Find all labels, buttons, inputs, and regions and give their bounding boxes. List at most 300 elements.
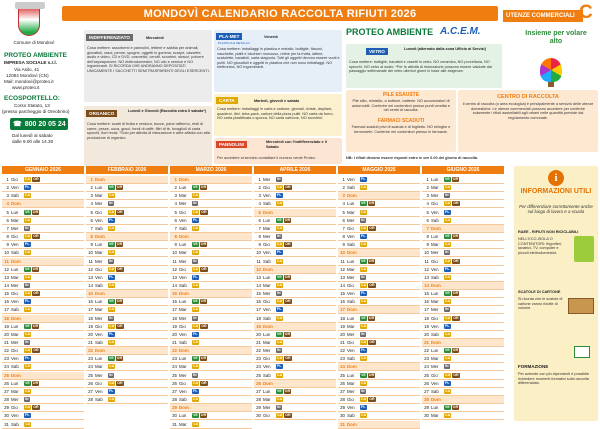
day-number: 1 — [6, 177, 9, 182]
vetro-label: VETRO — [366, 48, 388, 55]
calendar-day — [422, 331, 504, 339]
day-number: 7 — [90, 225, 93, 231]
day-weekday: Dom — [431, 282, 441, 288]
day-number: 13 — [4, 274, 9, 280]
day-number: 21 — [424, 340, 429, 345]
calendar-day — [422, 388, 504, 396]
day-weekday: Sab — [95, 340, 103, 345]
phone-badge[interactable] — [10, 118, 68, 130]
day-tags — [444, 185, 451, 190]
calendar-day — [2, 200, 84, 208]
day-number: 20 — [4, 331, 9, 337]
day-weekday: Sab — [347, 185, 355, 191]
day-tags — [276, 193, 283, 198]
day-weekday: Dom — [179, 291, 189, 297]
collection-tag: IN — [445, 364, 449, 369]
day-number: 9 — [426, 242, 429, 248]
collection-tag: OR — [452, 177, 459, 181]
calendar-day — [2, 209, 84, 217]
calendar-day — [338, 339, 420, 347]
collection-tag: CA — [361, 299, 367, 304]
day-number: 24 — [256, 364, 261, 370]
day-number: 13 — [256, 274, 261, 280]
day-tags — [192, 259, 198, 264]
eco-address-1: Corso Statuto, 13 — [14, 103, 50, 108]
day-weekday: Mar — [431, 413, 439, 419]
collection-tag: CA — [25, 291, 31, 296]
day-number: 15 — [172, 291, 177, 297]
day-weekday: Ven — [431, 380, 439, 386]
day-weekday: Mer — [11, 282, 19, 288]
day-weekday: Lun — [11, 266, 19, 272]
day-number: 19 — [340, 323, 345, 329]
collection-tag: CA — [277, 315, 283, 320]
collection-tag: PL — [193, 331, 198, 336]
collection-tag: PL — [25, 185, 30, 190]
collection-tag: IN — [361, 217, 365, 222]
month-header: MARZO 2026 — [170, 166, 252, 174]
top-bar — [0, 0, 600, 26]
farmaci-text: Farmaci scaduti privi di scatola e di foglietto. NO siringhe e termometri. Conferire nei contenitori presso le farmacie. — [351, 125, 451, 134]
day-tags — [192, 185, 207, 190]
day-weekday: Gio — [95, 380, 102, 386]
day-weekday: Lun — [11, 323, 19, 329]
calendar-day — [254, 241, 336, 249]
collection-tag: PL — [277, 250, 282, 255]
day-weekday: Lun — [431, 177, 439, 182]
proteo-header: PROTEO AMBIENTE — [346, 27, 434, 37]
eco-address-2: (presso parcheggio di Oreobrino) — [2, 109, 70, 114]
day-tags — [24, 324, 39, 329]
day-weekday: Gio — [347, 225, 354, 231]
day-weekday: Mar — [179, 421, 187, 427]
card-plamet — [214, 30, 342, 92]
day-number: 26 — [340, 380, 345, 386]
collection-tag: PL — [361, 234, 366, 239]
day-number: 9 — [174, 242, 177, 248]
collection-tag: OR — [453, 201, 459, 206]
day-number: 10 — [4, 250, 9, 256]
day-tags — [276, 316, 283, 321]
calendar-day — [338, 184, 420, 192]
day-weekday: Sab — [179, 397, 187, 403]
day-tags — [24, 348, 40, 353]
day-number: 25 — [256, 372, 261, 378]
calendar-day — [170, 412, 252, 420]
calendar-day — [170, 298, 252, 306]
day-number: 9 — [258, 242, 261, 248]
day-weekday: Mer — [263, 234, 271, 240]
calendar-day — [2, 266, 84, 274]
collection-tag: IN — [193, 201, 197, 206]
calendar-day — [2, 331, 84, 339]
collection-tag: PL — [25, 242, 30, 247]
collection-tag: CA — [193, 266, 199, 271]
day-weekday: Sab — [347, 242, 355, 248]
calendar-day — [422, 339, 504, 347]
formazione-text: Per aziende con più dipendenti è possibile richiedere momenti formativi sulla raccolta differenziata. — [518, 372, 590, 386]
calendar-day — [170, 176, 252, 184]
calendar-day — [2, 355, 84, 363]
day-weekday: Dom — [95, 291, 105, 297]
day-weekday: Mer — [263, 177, 271, 182]
raee-text: NELL'ECO-ISOLA O CONTENITORI: frigoriferi, lavatrici, TV, computer e piccoli elettrodomestici. — [518, 237, 563, 255]
collection-tag: IN — [109, 258, 113, 263]
calendar-day — [422, 184, 504, 192]
collection-tag: IN — [277, 177, 281, 181]
calendar-day — [2, 363, 84, 371]
calendar-day — [86, 315, 168, 323]
calendar-day — [254, 347, 336, 355]
day-weekday: Mer — [263, 291, 271, 297]
day-number: 29 — [256, 405, 261, 411]
calendar-day — [170, 363, 252, 371]
collection-tag: CA — [277, 282, 283, 287]
day-tags — [24, 242, 31, 247]
calendar-day — [338, 290, 420, 298]
day-number: 16 — [340, 299, 345, 305]
collection-tag: CA — [193, 209, 199, 214]
calendar-day — [338, 266, 420, 274]
collection-tag: CA — [361, 242, 367, 247]
calendar-day — [86, 388, 168, 396]
calendar-day — [338, 347, 420, 355]
day-number: 19 — [4, 323, 9, 329]
calendar-day — [86, 184, 168, 192]
day-tags — [108, 250, 115, 255]
day-weekday: Mer — [431, 193, 439, 199]
day-weekday: Dom — [431, 225, 441, 231]
day-weekday: Sab — [431, 388, 439, 394]
collection-tag: CA — [109, 250, 115, 255]
day-weekday: Lun — [431, 291, 439, 297]
collection-tag: OR — [32, 380, 39, 385]
day-tags — [276, 242, 292, 247]
collection-tag: IN — [109, 201, 113, 206]
day-tags — [360, 397, 376, 402]
day-weekday: Ven — [179, 217, 187, 223]
collection-tag: OR — [200, 185, 207, 190]
day-tags — [192, 413, 207, 418]
day-number: 14 — [88, 282, 93, 288]
day-number: 20 — [256, 331, 261, 337]
day-weekday: Mar — [347, 266, 355, 272]
day-number: 28 — [4, 397, 9, 403]
day-tags — [24, 332, 31, 337]
day-number: 15 — [256, 291, 261, 297]
collection-tag: IN — [25, 397, 29, 402]
day-number: 8 — [174, 234, 177, 240]
collection-tag: OR — [32, 209, 39, 214]
day-tags — [276, 275, 291, 280]
day-tags — [276, 340, 283, 345]
collection-tag: CA — [25, 177, 31, 181]
calendar-day — [170, 282, 252, 290]
calendar-day — [338, 363, 420, 371]
calendar-day — [338, 380, 420, 388]
day-tags — [360, 234, 367, 239]
day-number: 1 — [174, 177, 177, 182]
collection-tag: CA — [193, 364, 199, 369]
collection-tag: OR — [116, 356, 123, 361]
collection-tag: CA — [445, 274, 451, 279]
organico-label: ORGANICO — [86, 110, 117, 117]
day-tags — [360, 267, 367, 272]
day-weekday: Ven — [11, 413, 19, 419]
card-pile-farmaci — [346, 90, 456, 152]
day-weekday: Dom — [11, 258, 21, 264]
day-weekday: Gio — [179, 266, 186, 272]
day-number: 27 — [340, 388, 345, 394]
day-weekday: Mer — [95, 258, 103, 264]
day-weekday: Gio — [263, 413, 270, 419]
day-tags — [276, 250, 283, 255]
day-weekday: Gio — [347, 397, 354, 403]
day-weekday: Gio — [11, 348, 18, 354]
day-number: 26 — [424, 380, 429, 386]
collection-tag: OR — [369, 225, 375, 230]
calendar-day — [170, 209, 252, 217]
day-weekday: Mar — [179, 250, 187, 256]
collection-tag: CA — [277, 225, 283, 230]
calendar-day — [86, 192, 168, 200]
day-tags — [24, 389, 31, 394]
collection-tag: PL — [193, 217, 198, 222]
web-link[interactable]: www.proteo.it — [12, 85, 40, 90]
day-number: 13 — [88, 274, 93, 280]
calendar-day — [422, 372, 504, 380]
calendar-day — [170, 200, 252, 208]
day-tags — [360, 389, 366, 394]
collection-tag: CA — [25, 421, 31, 426]
day-weekday: Mar — [11, 388, 19, 394]
calendar-day — [2, 217, 84, 225]
collection-tag: OR — [200, 242, 207, 247]
collection-tag: VE — [193, 299, 198, 304]
collection-tag: CA — [361, 282, 367, 287]
day-tags — [360, 291, 367, 296]
collection-tag: VE — [193, 356, 198, 361]
day-tags — [444, 364, 450, 369]
day-number: 23 — [256, 356, 261, 362]
day-number: 3 — [342, 193, 345, 199]
calendar-day — [422, 315, 504, 323]
day-tags — [444, 291, 459, 296]
collection-tag: CA — [361, 323, 367, 328]
collection-tag: OR — [369, 282, 375, 287]
hours-2: dalle 9.00 alle 14.30 — [12, 139, 54, 144]
calendar-day — [170, 233, 252, 241]
collection-tag: OR — [453, 315, 459, 320]
day-weekday: Gio — [95, 323, 102, 329]
calendar-day — [2, 396, 84, 404]
card-carta — [214, 94, 342, 136]
calendar-day — [170, 217, 252, 225]
calendar-day — [422, 241, 504, 249]
page-title — [62, 6, 498, 21]
collection-tag: CA — [193, 307, 199, 312]
calendar-day — [338, 372, 420, 380]
calendar-day — [254, 217, 336, 225]
collection-tag: OR — [32, 266, 39, 271]
day-weekday: Gio — [11, 405, 18, 411]
day-weekday: Dom — [179, 405, 189, 411]
day-tags — [192, 250, 199, 255]
calendar-day — [170, 396, 252, 404]
day-weekday: Lun — [263, 331, 271, 337]
day-number: 27 — [256, 388, 261, 394]
info-title: INFORMAZIONI UTILI — [520, 188, 592, 195]
day-weekday: Ven — [347, 348, 355, 354]
day-number: 11 — [4, 258, 9, 264]
day-tags — [444, 373, 460, 378]
collection-tag: IN — [277, 291, 281, 296]
day-number: 25 — [340, 372, 345, 378]
day-number: 13 — [424, 274, 429, 280]
collection-tag: VE — [109, 185, 114, 190]
collection-tag: IN — [361, 274, 365, 279]
calendar-day — [338, 241, 420, 249]
calendar-day — [254, 184, 336, 192]
day-weekday: Ven — [179, 331, 187, 337]
collection-tag: OR — [201, 380, 207, 385]
day-number: 11 — [172, 258, 177, 264]
day-weekday: Gio — [95, 266, 102, 272]
day-number: 29 — [424, 405, 429, 411]
calendar-day — [2, 372, 84, 380]
day-number: 30 — [172, 413, 177, 419]
collection-tag: CA — [361, 185, 367, 190]
day-weekday: Dom — [95, 177, 105, 182]
calendar-day — [338, 209, 420, 217]
collection-tag: CA — [193, 340, 199, 344]
day-weekday: Mer — [263, 348, 271, 354]
collection-tag: OR — [452, 234, 459, 239]
calendar-day — [422, 225, 504, 233]
calendar-day — [170, 388, 252, 396]
carta-label: CARTA — [216, 97, 238, 104]
utenze-text: UTENZE COMMERCIALI — [506, 13, 575, 19]
calendar-day — [2, 274, 84, 282]
mail-link[interactable]: Mail: mondovi@proteo.it — [4, 79, 54, 84]
balloon-basket-icon — [548, 82, 554, 87]
calendar-day — [422, 323, 504, 331]
collection-tag: IN — [361, 388, 365, 393]
day-number: 4 — [342, 201, 345, 207]
collection-tag: OR — [117, 323, 123, 328]
month-header: APRILE 2026 — [254, 166, 336, 174]
day-tags — [192, 332, 199, 337]
day-tags — [276, 259, 283, 264]
day-weekday: Gio — [431, 372, 438, 378]
day-tags — [360, 324, 367, 329]
day-weekday: Sab — [263, 372, 271, 378]
scatole-label: SCATOLE DI CARTONE — [518, 290, 561, 294]
calendar-day — [254, 266, 336, 274]
collection-tag: CA — [193, 421, 199, 426]
day-weekday: Lun — [347, 258, 355, 264]
collection-tag: CA — [25, 193, 31, 198]
collection-tag: CA — [361, 266, 367, 271]
card-vetro — [346, 44, 502, 88]
day-number: 14 — [4, 282, 9, 288]
calendar-day — [2, 192, 84, 200]
day-weekday: Mer — [11, 225, 19, 231]
day-weekday: Ven — [347, 177, 355, 182]
day-tags — [276, 291, 282, 296]
day-weekday: Sab — [179, 340, 187, 345]
day-weekday: Ven — [95, 217, 103, 223]
collection-tag: CA — [445, 413, 451, 418]
collection-tag: OR — [453, 372, 459, 377]
calendar-day — [338, 176, 420, 184]
calendar-day — [422, 209, 504, 217]
day-number: 25 — [424, 372, 429, 378]
card-pannolini — [214, 138, 342, 164]
day-number: 18 — [340, 315, 345, 321]
raee-label: RAEE - RIFIUTI NON RICICLABILI — [518, 230, 579, 234]
bin-icon — [574, 236, 594, 262]
calendar-day — [338, 258, 420, 266]
day-tags — [108, 201, 114, 206]
calendar-day — [86, 380, 168, 388]
day-weekday: Dom — [263, 323, 273, 329]
phone-number: 800 20 05 24 — [24, 120, 66, 128]
collection-tag: CA — [277, 372, 283, 377]
collection-tag: IN — [25, 282, 29, 287]
day-weekday: Sab — [11, 307, 19, 313]
day-number: 19 — [172, 323, 177, 329]
day-weekday: Gio — [431, 315, 438, 321]
day-tags — [444, 356, 451, 361]
day-number: 10 — [424, 250, 429, 256]
day-weekday: Lun — [347, 315, 355, 321]
collection-tag: CA — [277, 340, 283, 344]
day-weekday: Dom — [431, 397, 441, 403]
day-number: 27 — [4, 388, 9, 394]
day-number: 5 — [426, 209, 429, 215]
day-tags — [444, 299, 451, 304]
collection-tag: OR — [201, 323, 207, 328]
day-number: 28 — [256, 397, 261, 403]
pannolini-label: PANNOLINI — [216, 141, 247, 148]
day-weekday: Ven — [95, 331, 103, 337]
day-number: 27 — [424, 388, 429, 394]
day-number: 15 — [4, 291, 9, 297]
day-weekday: Ven — [263, 193, 271, 199]
collection-tag: CA — [109, 282, 115, 287]
day-tags — [24, 364, 31, 369]
collection-tag: OR — [369, 340, 375, 344]
calendar-day — [254, 372, 336, 380]
collection-tag: OR — [285, 185, 291, 190]
day-tags — [24, 275, 31, 280]
calendar-day — [86, 298, 168, 306]
day-tags — [24, 413, 31, 418]
day-tags — [276, 185, 292, 190]
day-tags — [24, 340, 30, 345]
day-number: 20 — [172, 331, 177, 337]
collection-tag: VE — [277, 217, 282, 222]
day-tags — [108, 283, 115, 288]
day-weekday: Mer — [347, 331, 355, 337]
day-tags — [24, 210, 39, 215]
collection-tag: CA — [25, 364, 31, 369]
day-weekday: Mar — [263, 225, 271, 231]
calendar-day — [422, 412, 504, 420]
collection-tag: CA — [193, 250, 199, 255]
day-number: 18 — [256, 315, 261, 321]
